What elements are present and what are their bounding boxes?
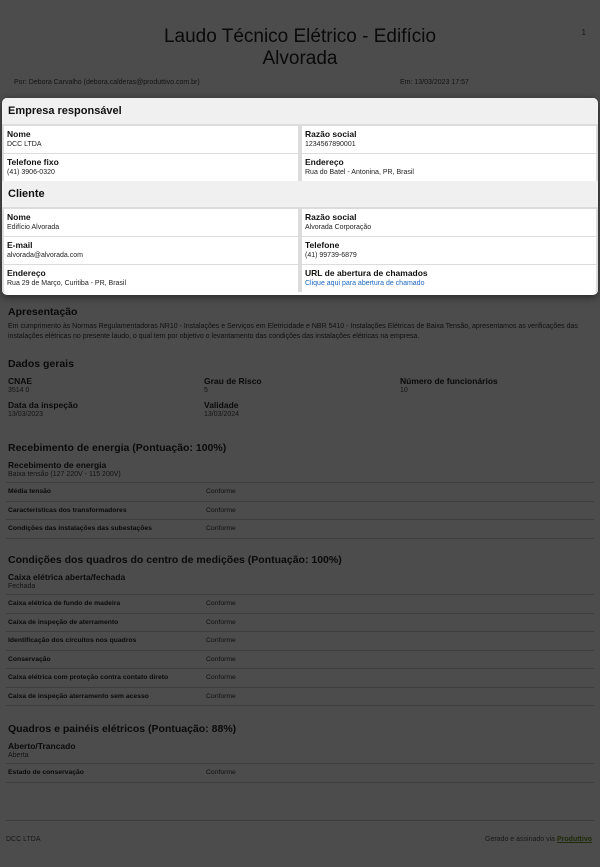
empresa-nome [4,125,298,153]
empresa-razao-social [302,125,596,153]
empresa-telefone-fixo [4,153,298,181]
field-value: Rua 29 de Março, Curitiba - PR, Brasil [7,280,127,287]
cliente-section-title: Cliente [2,181,598,208]
field-label: Razão social [305,212,357,222]
field-label: Telefone fixo [7,157,59,167]
empresa-endereco [302,153,596,181]
field-value: (41) 3906-0320 [7,169,55,176]
cliente-razao-social [302,208,596,236]
empresa-grid [2,125,598,181]
cliente-nome [4,208,298,236]
field-value: 1234567890001 [305,141,356,148]
field-label: Telefone [305,240,340,250]
field-label: Razão social [305,129,357,139]
empresa-section-title: Empresa responsável [2,98,598,125]
field-label: URL de abertura de chamados [305,268,428,278]
field-label: E-mail [7,240,33,250]
cliente-email [4,236,298,264]
field-value: alvorada@alvorada.com [7,252,83,259]
field-label: Endereço [305,157,344,167]
field-value: Rua do Batel - Antonina, PR, Brasil [305,169,414,176]
field-value: DCC LTDA [7,141,42,148]
field-label: Endereço [7,268,46,278]
field-label: Nome [7,212,31,222]
field-value: Alvorada Corporação [305,224,372,231]
cliente-grid [2,208,598,292]
cliente-endereco [4,264,298,292]
abrir-chamado-link[interactable]: Clique aqui para abertura de chamado [305,280,425,287]
field-value: Edifício Alvorada [7,224,60,231]
field-label: Nome [7,129,31,139]
field-value: (41) 99739-6879 [305,252,357,259]
cliente-telefone [302,236,596,264]
info-modal [2,98,598,295]
cliente-url-chamados [302,264,596,292]
